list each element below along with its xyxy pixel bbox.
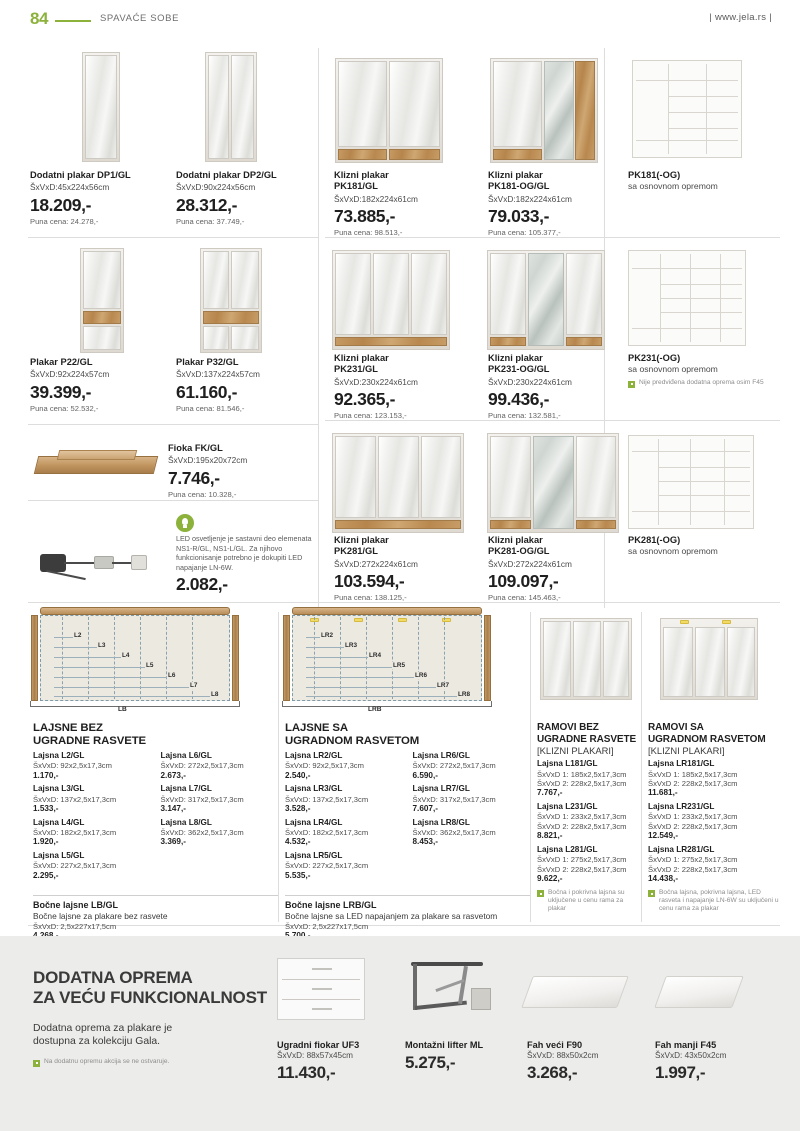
product-dimensions: ŠxVxD:272x224x61cm xyxy=(334,558,418,569)
website-url[interactable]: | www.jela.rs | xyxy=(709,12,772,23)
item-dimensions-2: ŠxVxD 2: 228x2,5x17,3cm xyxy=(537,779,627,788)
item-name: Lajsna L6/GL xyxy=(160,751,212,760)
list-item[interactable] xyxy=(285,818,403,848)
product-name: PK281(-OG) xyxy=(628,535,681,545)
item-name: Lajsna L8/GL xyxy=(160,817,212,827)
led-note-text: LED osvetljenje je sastavni deo elemenata NS1-R/GL, NS1-L/GL. Za njihovo funkcionisanje potrebno je dokupiti LED napajanje LN-6W. xyxy=(176,534,312,572)
list-title-line2: UGRADNE RASVETE xyxy=(33,735,147,747)
row-divider-2 xyxy=(28,424,318,425)
product-price: 73.885,- xyxy=(334,206,396,227)
product-image-pk281-interior xyxy=(628,435,754,529)
diagram-label-lr2: LR2 xyxy=(321,632,334,639)
list-note xyxy=(537,889,641,914)
item-dimensions-2: ŠxVxD 2: 228x2,5x17,3cm xyxy=(648,821,738,831)
list-lajsne-sa xyxy=(285,722,530,942)
banner-text-line2: dostupna za kolekciju Gala. xyxy=(33,1036,161,1047)
product-name: Klizni plakar xyxy=(488,535,543,545)
product-card-pk181[interactable] xyxy=(334,170,474,237)
row-divider-1 xyxy=(28,237,318,238)
item-dimensions-2: ŠxVxD 2: 228x2,5x17,3cm xyxy=(537,864,627,874)
item-dimensions-1: ŠxVxD 1: 233x2,5x17,3cm xyxy=(648,812,738,822)
banner-text-line1: Dodatna oprema za plakare je xyxy=(33,1023,173,1034)
product-model: PK281-OG/GL xyxy=(488,546,550,557)
bocne-dimensions: ŠxVxD: 2,5x227x17,5cm xyxy=(33,921,117,931)
list-column-1 xyxy=(285,751,403,885)
list-title-line2: UGRADNOM RASVETOM xyxy=(648,733,766,745)
product-dimensions: ŠxVxD:230x224x61cm xyxy=(488,376,572,387)
product-dimensions: ŠxVxD:90x224x56cm xyxy=(176,182,256,193)
item-price: 12.549,- xyxy=(648,831,679,841)
list-title-line1: RAMOVI SA xyxy=(648,722,704,733)
product-price: 1.997,- xyxy=(655,1063,706,1083)
diagram-label-lr7: LR7 xyxy=(437,682,450,689)
product-image-p32 xyxy=(200,248,262,353)
item-dimensions: ŠxVxD: 137x2,5x17,3cm xyxy=(285,794,369,804)
list-item[interactable] xyxy=(648,845,780,885)
list-item[interactable] xyxy=(33,784,151,814)
page-number: 84 xyxy=(30,9,48,28)
diagram-ramovi-sa xyxy=(660,618,758,700)
product-image-pk181 xyxy=(335,58,443,163)
product-price: 109.097,- xyxy=(488,571,559,592)
item-dimensions-1: ŠxVxD 1: 185x2,5x17,3cm xyxy=(537,769,627,779)
item-price: 11.681,- xyxy=(648,788,678,798)
product-card-p22[interactable] xyxy=(30,357,170,413)
bocne-name: Bočne lajsne LB/GL xyxy=(33,899,119,910)
product-full-price: Puna cena: 81.546,- xyxy=(176,404,245,413)
item-name: Lajsna L3/GL xyxy=(33,784,85,794)
diagram-label-lr4: LR4 xyxy=(369,652,382,659)
diagram-ramovi-bez xyxy=(540,618,632,700)
item-dimensions: ŠxVxD: 182x2,5x17,3cm xyxy=(33,827,117,837)
product-name: Klizni plakar xyxy=(334,535,389,545)
list-title-line1: RAMOVI BEZ xyxy=(537,722,599,733)
diagram-bottom-brace-lrb xyxy=(282,701,492,707)
product-subtitle: sa osnovnom opremom xyxy=(628,364,718,375)
diagram-lajsne-bez xyxy=(40,615,230,701)
item-price: 3.528,- xyxy=(285,804,311,813)
product-image-f45 xyxy=(654,976,744,1008)
note-text: Na dodatnu opremu akcija se ne ostvaruje. xyxy=(44,1058,170,1065)
list-item[interactable] xyxy=(285,784,403,814)
product-name: Montažni lifter ML xyxy=(405,1040,484,1050)
product-name: PK231(-OG) xyxy=(628,353,681,363)
item-dimensions: ŠxVxD: 227x2,5x17,3cm xyxy=(33,861,117,871)
item-price: 1.170,- xyxy=(33,770,59,780)
product-card-pk281[interactable] xyxy=(334,535,479,602)
list-item[interactable] xyxy=(413,784,531,814)
led-lamp-icon xyxy=(354,618,363,622)
item-price: 2.673,- xyxy=(160,770,186,780)
bocne-dimensions: ŠxVxD: 2,5x227x17,5cm xyxy=(285,921,369,931)
list-divider-2 xyxy=(530,612,531,922)
diagram-label-l7: L7 xyxy=(190,682,198,689)
diagram-label-lb: LB xyxy=(118,706,127,713)
led-lamp-icon xyxy=(680,620,689,624)
banner-title-line1: DODATNA OPREMA xyxy=(33,968,193,987)
led-note-card xyxy=(176,534,316,594)
product-card-pk281-interior[interactable] xyxy=(628,535,780,557)
product-model: PK231-OG/GL xyxy=(488,364,550,375)
product-card-dp2[interactable] xyxy=(176,170,316,226)
product-model: PK231/GL xyxy=(334,364,378,375)
list-item[interactable] xyxy=(537,845,641,885)
product-image-pk231-og xyxy=(487,250,605,350)
item-dimensions-1: ŠxVxD 1: 275x2,5x17,3cm xyxy=(537,855,627,865)
item-dimensions: ŠxVxD: 182x2,5x17,3cm xyxy=(285,827,369,837)
product-name: Ugradni fiokar UF3 xyxy=(277,1040,360,1050)
product-dimensions: ŠxVxD:92x224x57cm xyxy=(30,369,110,380)
diagram-label-l8: L8 xyxy=(211,691,219,698)
product-price: 92.365,- xyxy=(334,389,396,410)
product-card-dp1[interactable] xyxy=(30,170,170,226)
product-name: Klizni plakar xyxy=(334,170,389,180)
list-item[interactable] xyxy=(648,759,780,799)
product-dimensions: ŠxVxD: 88x57x45cm xyxy=(277,1051,353,1060)
product-name: Plakar P22/GL xyxy=(30,357,93,367)
product-card-f90[interactable] xyxy=(527,1040,645,1083)
section-title: SPAVAĆE SOBE xyxy=(100,13,180,24)
bottom-banner xyxy=(0,936,800,1131)
item-dimensions: ŠxVxD: 137x2,5x17,3cm xyxy=(33,794,117,804)
product-name: Dodatni plakar DP2/GL xyxy=(176,170,277,180)
product-full-price: Puna cena: 52.532,- xyxy=(30,404,99,413)
bocne-desc: Bočne lajsne sa LED napajanjem za plakare sa rasvetom xyxy=(285,911,498,922)
list-item[interactable] xyxy=(161,784,279,814)
diagram-bottom-brace-lb xyxy=(30,701,240,707)
diagram-label-lr6: LR6 xyxy=(415,672,428,679)
diagram-label-lrb: LRB xyxy=(368,706,382,713)
column-divider-1 xyxy=(318,48,319,608)
item-price: 3.369,- xyxy=(160,837,186,847)
item-price: 7.767,- xyxy=(537,788,563,798)
product-name: Klizni plakar xyxy=(334,353,389,363)
diagram-label-l2: L2 xyxy=(74,632,82,639)
note-bullet-icon xyxy=(628,381,635,388)
item-name: Lajsna L2/GL xyxy=(33,751,85,760)
product-dimensions: ŠxVxD:230x224x61cm xyxy=(334,376,418,387)
product-image-dp2 xyxy=(205,52,257,162)
item-price: 6.590,- xyxy=(412,770,438,780)
list-column-2 xyxy=(413,751,531,885)
product-price: 28.312,- xyxy=(176,195,238,215)
list-item[interactable] xyxy=(33,851,151,881)
product-full-price: Puna cena: 123.153,- xyxy=(334,411,407,421)
banner-note xyxy=(33,1058,268,1067)
product-price: 103.594,- xyxy=(334,571,405,592)
item-name: Lajsna LR281/GL xyxy=(648,844,715,854)
product-card-pk231-interior[interactable] xyxy=(628,353,780,388)
list-item[interactable] xyxy=(285,851,403,881)
product-card-pk281-og[interactable] xyxy=(488,535,633,602)
item-name: Lajsna LR3/GL xyxy=(285,784,343,794)
diagram-top-rail xyxy=(292,607,482,615)
item-name: Lajsna L5/GL xyxy=(33,851,85,861)
item-name: Lajsna LR231/GL xyxy=(648,802,715,812)
item-price: 8.821,- xyxy=(537,831,563,841)
product-dimensions: ŠxVxD:45x224x56cm xyxy=(30,182,110,193)
product-full-price: Puna cena: 138.125,- xyxy=(334,593,407,603)
diagram-left-rail xyxy=(283,615,290,701)
diagram-right-rail xyxy=(232,615,239,701)
item-dimensions: ŠxVxD: 92x2,5x17,3cm xyxy=(33,761,112,771)
row-divider-3 xyxy=(28,500,318,501)
item-name: Lajsna LR8/GL xyxy=(412,817,470,827)
product-full-price: Puna cena: 132.581,- xyxy=(488,411,561,421)
product-image-pk281 xyxy=(332,433,464,533)
item-dimensions: ŠxVxD: 317x2,5x17,3cm xyxy=(412,794,496,804)
product-card-pk181-og[interactable] xyxy=(488,170,633,237)
item-price: 1.533,- xyxy=(33,804,59,813)
diagram-label-l6: L6 xyxy=(168,672,176,679)
list-title-line3: [KLIZNI PLAKARI] xyxy=(648,745,725,757)
product-image-pk231-interior xyxy=(628,250,746,346)
page-header xyxy=(0,0,800,40)
item-name: Lajsna LR181/GL xyxy=(648,759,715,769)
product-name: Plakar P32/GL xyxy=(176,357,239,367)
product-price: 99.436,- xyxy=(488,389,550,410)
product-price: 3.268,- xyxy=(527,1063,578,1083)
diagram-label-lr3: LR3 xyxy=(345,642,358,649)
product-dimensions: ŠxVxD:137x224x57cm xyxy=(176,369,260,380)
product-image-pk231 xyxy=(332,250,450,350)
product-name: Fioka FK/GL xyxy=(168,443,223,453)
diagram-label-l3: L3 xyxy=(98,642,106,649)
product-name: Fah manji F45 xyxy=(655,1040,717,1050)
list-divider xyxy=(33,895,278,896)
product-full-price: Puna cena: 98.513,- xyxy=(334,228,403,238)
product-card-pk181-interior[interactable] xyxy=(628,170,778,192)
product-dimensions: ŠxVxD: 88x50x2cm xyxy=(527,1051,599,1060)
item-price: 3.147,- xyxy=(160,804,186,813)
note-bullet-icon xyxy=(537,890,544,897)
note-text: Nije predviđena dodatna oprema osim F45 xyxy=(639,379,764,387)
product-card-fioka-fk[interactable] xyxy=(168,443,318,499)
list-divider-3 xyxy=(641,612,642,922)
note-text: Bočna i pokrivna lajsna su uključene u cenu rama za plakar xyxy=(548,888,625,912)
list-title-line2: UGRADNOM RASVETOM xyxy=(285,735,420,747)
list-title-line1: LAJSNE BEZ xyxy=(33,722,103,734)
item-dimensions: ŠxVxD: 362x2,5x17,3cm xyxy=(160,827,244,837)
product-note xyxy=(628,379,780,388)
product-card-p32[interactable] xyxy=(176,357,316,413)
item-dimensions: ŠxVxD: 272x2,5x17,3cm xyxy=(412,761,496,771)
list-divider-1 xyxy=(278,612,279,922)
product-card-pk231[interactable] xyxy=(334,353,479,420)
item-name: Lajsna L181/GL xyxy=(537,759,598,769)
item-price: 2.540,- xyxy=(285,770,311,780)
list-ramovi-sa xyxy=(648,722,780,913)
product-dimensions: ŠxVxD:182x224x61cm xyxy=(488,193,572,204)
product-name: Fah veći F90 xyxy=(527,1040,583,1050)
product-image-pk181-interior xyxy=(632,60,742,158)
item-name: Lajsna LR7/GL xyxy=(412,784,470,794)
product-image-uf3 xyxy=(277,958,365,1020)
item-name: Lajsna L231/GL xyxy=(537,802,598,812)
list-title-line2: UGRADNE RASVETE xyxy=(537,733,637,745)
product-subtitle: sa osnovnom opremom xyxy=(628,181,718,192)
list-item[interactable] xyxy=(537,802,641,842)
list-lajsne-bez xyxy=(33,722,278,942)
product-full-price: Puna cena: 105.377,- xyxy=(488,228,561,238)
header-rule xyxy=(55,20,91,22)
item-name: Lajsna L4/GL xyxy=(33,817,85,827)
product-subtitle: sa osnovnom opremom xyxy=(628,546,718,557)
list-item[interactable] xyxy=(161,751,279,781)
item-dimensions: ŠxVxD: 317x2,5x17,3cm xyxy=(160,794,244,804)
list-item[interactable] xyxy=(413,751,531,781)
item-dimensions: ŠxVxD: 272x2,5x17,3cm xyxy=(160,761,244,771)
item-dimensions-1: ŠxVxD 1: 275x2,5x17,3cm xyxy=(648,855,738,865)
banner-text-block xyxy=(33,968,268,1067)
list-column-1 xyxy=(33,751,151,885)
led-lamp-icon xyxy=(722,620,731,624)
note-text: Bočna lajsna, pokrivna lajsna, LED rasveta i napajanje LN-6W su uključeni u cenu rama za plakar xyxy=(659,888,779,912)
product-dimensions: ŠxVxD:272x224x61cm xyxy=(488,558,572,569)
product-price: 11.430,- xyxy=(277,1063,336,1083)
product-image-dp1 xyxy=(82,52,120,162)
product-image-pk181-og xyxy=(490,58,598,163)
item-price: 5.535,- xyxy=(285,870,311,880)
bocne-desc: Bočne lajsne za plakare bez rasvete xyxy=(33,911,168,922)
item-name: Lajsna LR5/GL xyxy=(285,851,343,861)
list-column-2 xyxy=(161,751,279,885)
diagram-top-rail xyxy=(40,607,230,615)
item-price: 8.453,- xyxy=(412,837,438,847)
product-name: Klizni plakar xyxy=(488,170,543,180)
diagram-label-lr5: LR5 xyxy=(393,662,406,669)
product-card-uf3[interactable] xyxy=(277,1040,402,1083)
list-item[interactable] xyxy=(161,818,279,848)
product-full-price: Puna cena: 24.278,- xyxy=(30,217,99,226)
product-model: PK181-OG/GL xyxy=(488,181,550,192)
list-divider xyxy=(285,895,530,896)
product-image-f90 xyxy=(521,976,629,1008)
item-dimensions: ŠxVxD: 92x2,5x17,3cm xyxy=(285,761,364,771)
product-image-pk281-og xyxy=(487,433,619,533)
product-name: Klizni plakar xyxy=(488,353,543,363)
item-dimensions: ŠxVxD: 227x2,5x17,3cm xyxy=(285,861,369,871)
product-full-price: Puna cena: 10.328,- xyxy=(168,490,237,499)
product-price: 39.399,- xyxy=(30,382,92,402)
item-name: Lajsna L7/GL xyxy=(160,784,212,794)
list-item[interactable] xyxy=(648,802,780,842)
product-price: 5.275,- xyxy=(405,1053,456,1072)
led-cable-image xyxy=(36,540,158,592)
led-lamp-icon xyxy=(398,618,407,622)
product-card-f45[interactable] xyxy=(655,1040,773,1083)
item-price: 1.920,- xyxy=(33,837,59,847)
product-price: 61.160,- xyxy=(176,382,238,402)
product-full-price: Puna cena: 145.463,- xyxy=(488,593,561,603)
product-card-ml[interactable] xyxy=(405,1040,525,1073)
led-bulb-icon xyxy=(176,514,194,532)
item-price: 4.532,- xyxy=(285,837,311,847)
item-price: 14.438,- xyxy=(648,874,679,883)
product-price: 7.746,- xyxy=(168,468,220,488)
product-image-fioka-fk xyxy=(36,448,156,480)
item-name: Lajsna LR4/GL xyxy=(285,817,343,827)
banner-title-line2: ZA VEĆU FUNKCIONALNOST xyxy=(33,988,267,1007)
product-price: 79.033,- xyxy=(488,206,550,227)
item-price: 2.295,- xyxy=(33,870,59,880)
list-note xyxy=(648,889,780,914)
item-dimensions-1: ŠxVxD 1: 233x2,5x17,3cm xyxy=(537,812,627,822)
product-model: PK281/GL xyxy=(334,546,378,557)
note-bullet-icon xyxy=(648,890,655,897)
product-name: PK181(-OG) xyxy=(628,170,681,180)
list-ramovi-bez xyxy=(537,722,641,913)
product-full-price: Puna cena: 37.749,- xyxy=(176,217,245,226)
product-dimensions: ŠxVxD:182x224x61cm xyxy=(334,193,418,204)
led-note-price: 2.082,- xyxy=(176,574,228,595)
item-dimensions-2: ŠxVxD 2: 228x2,5x17,3cm xyxy=(648,864,738,874)
product-image-ml xyxy=(405,958,495,1020)
product-dimensions: ŠxVxD: 43x50x2cm xyxy=(655,1051,727,1060)
list-title-line3: [KLIZNI PLAKARI] xyxy=(537,745,614,757)
product-image-p22 xyxy=(80,248,124,353)
list-item[interactable] xyxy=(33,751,151,781)
list-item[interactable] xyxy=(413,818,531,848)
note-bullet-icon xyxy=(33,1060,40,1067)
diagram-label-l5: L5 xyxy=(146,662,154,669)
diagram-left-rail xyxy=(31,615,38,701)
diagram-lajsne-sa xyxy=(292,615,482,701)
item-price: 7.607,- xyxy=(412,804,438,813)
list-title-line1: LAJSNE SA xyxy=(285,722,349,734)
item-dimensions: ŠxVxD: 362x2,5x17,3cm xyxy=(412,827,496,837)
item-price: 9.622,- xyxy=(537,874,563,883)
bocne-name: Bočne lajsne LRB/GL xyxy=(285,899,377,910)
item-name: Lajsna LR6/GL xyxy=(412,751,470,760)
item-name: Lajsna LR2/GL xyxy=(285,751,343,760)
diagram-right-rail xyxy=(484,615,491,701)
item-dimensions-2: ŠxVxD 2: 228x2,5x17,3cm xyxy=(537,821,627,831)
list-item[interactable] xyxy=(285,751,403,781)
item-name: Lajsna L281/GL xyxy=(537,844,598,854)
list-item[interactable] xyxy=(537,759,641,799)
product-price: 18.209,- xyxy=(30,195,92,215)
product-model: PK181/GL xyxy=(334,181,378,192)
list-item[interactable] xyxy=(33,818,151,848)
item-dimensions-2: ŠxVxD 2: 228x2,5x17,3cm xyxy=(648,779,738,788)
product-dimensions: ŠxVxD:195x20x72cm xyxy=(168,455,248,466)
diagram-label-lr8: LR8 xyxy=(458,691,471,698)
item-dimensions-1: ŠxVxD 1: 185x2,5x17,3cm xyxy=(648,769,738,779)
diagram-label-l4: L4 xyxy=(122,652,130,659)
product-name: Dodatni plakar DP1/GL xyxy=(30,170,131,180)
product-card-pk231-og[interactable] xyxy=(488,353,633,420)
